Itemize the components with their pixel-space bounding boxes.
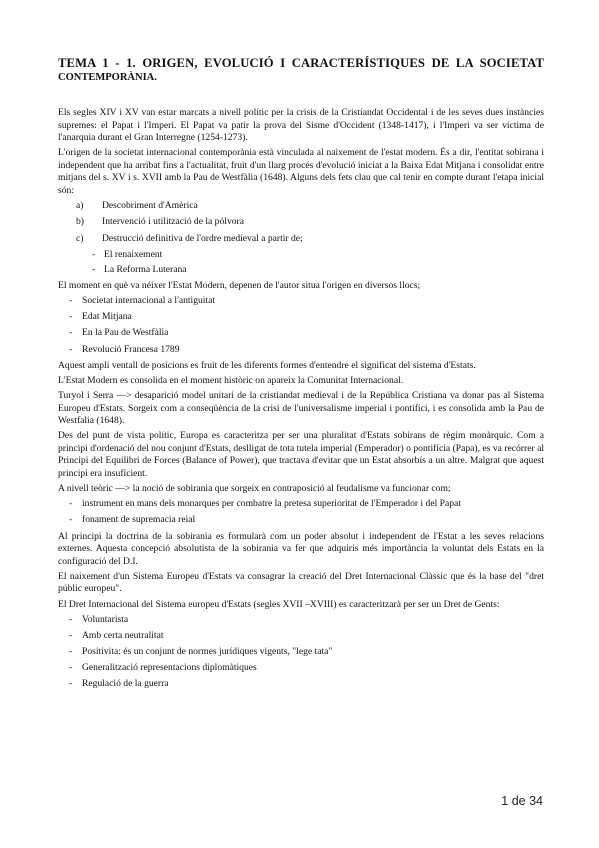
document-body — [58, 56, 544, 695]
list-item — [58, 200, 544, 213]
key-facts-list — [58, 200, 544, 245]
list-item-text: Revolució Francesa 1789 — [82, 343, 180, 355]
paragraph-1: Els segles XIV i XV van estar marcats a nivell polític per la crisis de la Cristiandat Occidental i de les seves dues instàncies supremes: el Papat i l'Imperi. El Papat va patir la prova del Sisme d'Occident (1348-1417), i l'Imperi va ser víctima de l'anarquia durant el Gran Interregne (1254-1273). — [58, 107, 544, 144]
list-item: - Edat Mitjana — [69, 311, 132, 323]
list-item-text: Regulació de la guerra — [82, 678, 169, 690]
list-item-text: instrument en mans dels monarques per combatre la pretesa superioritat de l'Emperador i del Papat — [82, 498, 461, 510]
list-item: - Regulació de la guerra — [69, 678, 169, 690]
list-item — [58, 233, 544, 246]
list-item-text: fonament de supremacia reial — [82, 514, 196, 526]
list-item: - Positivita: és un conjunt de normes jurídiques vigents, "lege tata" — [69, 646, 333, 657]
features-list — [58, 614, 544, 691]
page-number: 1 de 34 — [501, 794, 543, 808]
paragraph-11: El Dret Internacional del Sistema europeu d'Estats (segles XVII –XVIII) es caracteritzarà per ser un Dret de Gents: — [58, 598, 500, 610]
list-item: - Amb certa neutralitat — [69, 629, 164, 641]
list-item-text: El renaixement — [104, 248, 163, 260]
list-item: - La Reforma Luterana — [92, 264, 187, 276]
list-item-text: Intervenció i utilització de la pólvora — [102, 216, 244, 228]
paragraph-3: El moment en què va néixer l'Estat Modern, depenen de l'autor situa l'origen en diversos llocs; — [58, 279, 421, 291]
list-item-text: Edat Mitjana — [82, 311, 132, 323]
list-item-text: La Reforma Luterana — [104, 264, 187, 276]
list-item: - El renaixement — [92, 248, 163, 260]
paragraph-10: El naixement d'un Sistema Europeu d'Estats va consagrar la creació del Dret Internacional Clàssic que és la base del "dret públic europeu". — [58, 570, 544, 595]
list-item: - Societat internacional a l'antiguitat — [69, 295, 216, 306]
list-item: - Generalització representacions diplomàtiques — [69, 662, 257, 674]
list-item: - En la Pau de Westfàlia — [69, 327, 169, 339]
list-item-text: Amb certa neutralitat — [82, 629, 164, 641]
page-title-continued: CONTEMPORÀNIA. — [58, 72, 157, 83]
paragraph-4: Aquest ampli ventall de posicions es fruit de les diferents formes d'entendre el significat del sistema d'Estats. — [58, 359, 476, 371]
list-item-text: Descobriment d'Amèrica — [102, 200, 198, 212]
list-item — [58, 216, 544, 229]
list-item-text: Societat internacional a l'antiguitat — [82, 295, 216, 306]
paragraph-6: Turyol i Serra —> desaparició model unitari de la cristiandat medieval i de la República Cristiana va donar pas al Sistema Europeu d'Estats. Sorgeix com a conseqüència de la crisi de l'universalisme imperial i pontifici, i es consolida amb la Pau de Westfalia (1648). — [58, 389, 544, 427]
origins-list — [58, 295, 544, 356]
list-item-text: En la Pau de Westfàlia — [82, 327, 169, 339]
list-item: - instrument en mans dels monarques per combatre la pretesa superioritat de l'Emperador i del Papat — [69, 498, 461, 510]
list-marker: c) — [76, 232, 84, 244]
list-item-text: Positivita: és un conjunt de normes jurídiques vigents, "lege tata" — [82, 646, 333, 657]
paragraph-5: L'Estat Modern es consolida en el moment històric on apareix la Comunitat Internacional. — [58, 374, 404, 386]
paragraph-8: A nivell teòric —> la noció de sobirania que sorgeix en contraposició al feudalisme va funcionar com; — [58, 483, 451, 495]
paragraph-2: L'origen de la societat internacional contemporània està vinculada al naixement de l'estat modern. És a dir, l'entitat sobirana i independent que ha arribat fins a l'actualitat, fruit d'un llarg procés d'evolució iniciat a la Baixa Edat Mitjana i consolidat entre mitjans del s. XV i s. XVII amb la Pau de Westfàlia (1648). Alguns dels fets clau que cal tenir en compte durant l'etapa inicial són: — [58, 147, 544, 197]
sovereignty-list — [58, 498, 544, 527]
sub-list — [58, 249, 544, 277]
list-marker: a) — [76, 200, 84, 212]
paragraph-7: Des del punt de vista polític, Europa es caracteritza per ser una pluralitat d'Estats sobirans de règim monàrquic. Com a principi d'ordenació del nou conjunt d'Estats, deslligat de tota tutela imperial (Emperador) o pontifícia (Papa), es va recórrer al Principi del Equilibri de Forces (Balance of Power), que tractava d'evitar que un Estat absorbís a un altre. Malgrat que aquest principi era insuficient. — [58, 430, 544, 479]
list-item-text: Voluntarista — [82, 613, 129, 625]
list-item: - Voluntarista — [69, 613, 129, 625]
page-title: TEMA 1 - 1. ORIGEN, EVOLUCIÓ I CARACTERÍSTIQUES DE LA SOCIETAT — [58, 56, 544, 70]
list-item: - Revolució Francesa 1789 — [69, 343, 180, 355]
list-item: - fonament de supremacia reial — [69, 514, 196, 526]
list-item-text: Destrucció definitiva de l'ordre medieval a partir de; — [102, 232, 303, 244]
list-item-text: Generalització representacions diplomàtiques — [82, 662, 257, 674]
list-marker: b) — [76, 216, 84, 228]
paragraph-9: Al principi la doctrina de la sobirania es formularà com un poder absolut i independent de l'Estat a les seves relacions externes. Aquesta concepció absolutista de la sobirania va fer que adquirís més importància la voluntat dels Estats en la configuració del D.I. — [58, 530, 544, 567]
